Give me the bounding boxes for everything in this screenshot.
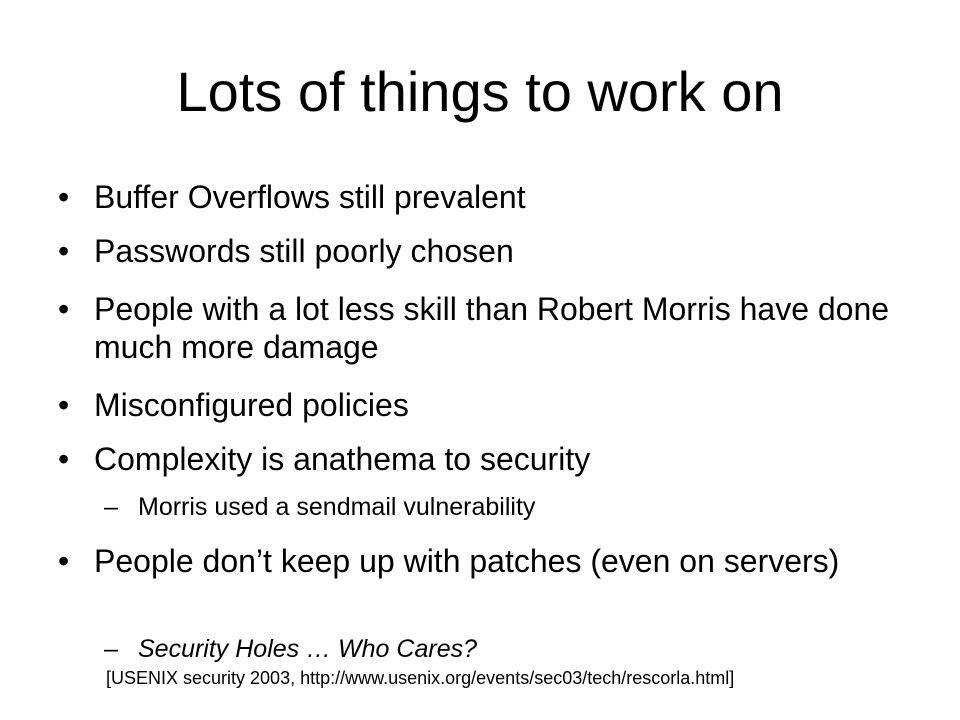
bullet-dot: • (58, 179, 70, 215)
sub-bullet-item (104, 634, 904, 664)
bullet-item (58, 542, 918, 580)
sub-bullet-text: Security Holes … Who Cares? (138, 635, 478, 663)
bullet-text: Passwords still poorly chosen (94, 233, 514, 269)
bullet-text: Misconfigured policies (94, 387, 409, 423)
bullet-item (58, 386, 918, 424)
slide-title: Lots of things to work on (176, 60, 784, 123)
sub-bullet-text: Morris used a sendmail vulnerability (138, 493, 536, 521)
sub-bullet-dash: – (104, 635, 118, 663)
bullet-text: Buffer Overflows still prevalent (94, 179, 526, 215)
bullet-text: People don’t keep up with patches (even on servers) (94, 543, 840, 579)
bullet-text: Complexity is anathema to security (94, 441, 591, 477)
bullet-dot: • (58, 233, 70, 269)
bullet-item (58, 440, 918, 478)
bullet-item (58, 178, 918, 216)
bullet-text: People with a lot less skill than Robert Morris have done much more damage (94, 291, 890, 365)
bullet-dot: • (58, 441, 70, 477)
sub-bullet-item (104, 492, 904, 522)
bullet-dot: • (58, 291, 70, 327)
reference-citation: [USENIX security 2003, http://www.usenix.org/events/sec03/tech/rescorla.html] (106, 668, 735, 688)
sub-bullet-dash: – (104, 493, 118, 521)
bullet-dot: • (58, 543, 70, 579)
bullet-item (58, 290, 918, 366)
bullet-dot: • (58, 387, 70, 423)
bullet-item (58, 232, 918, 270)
